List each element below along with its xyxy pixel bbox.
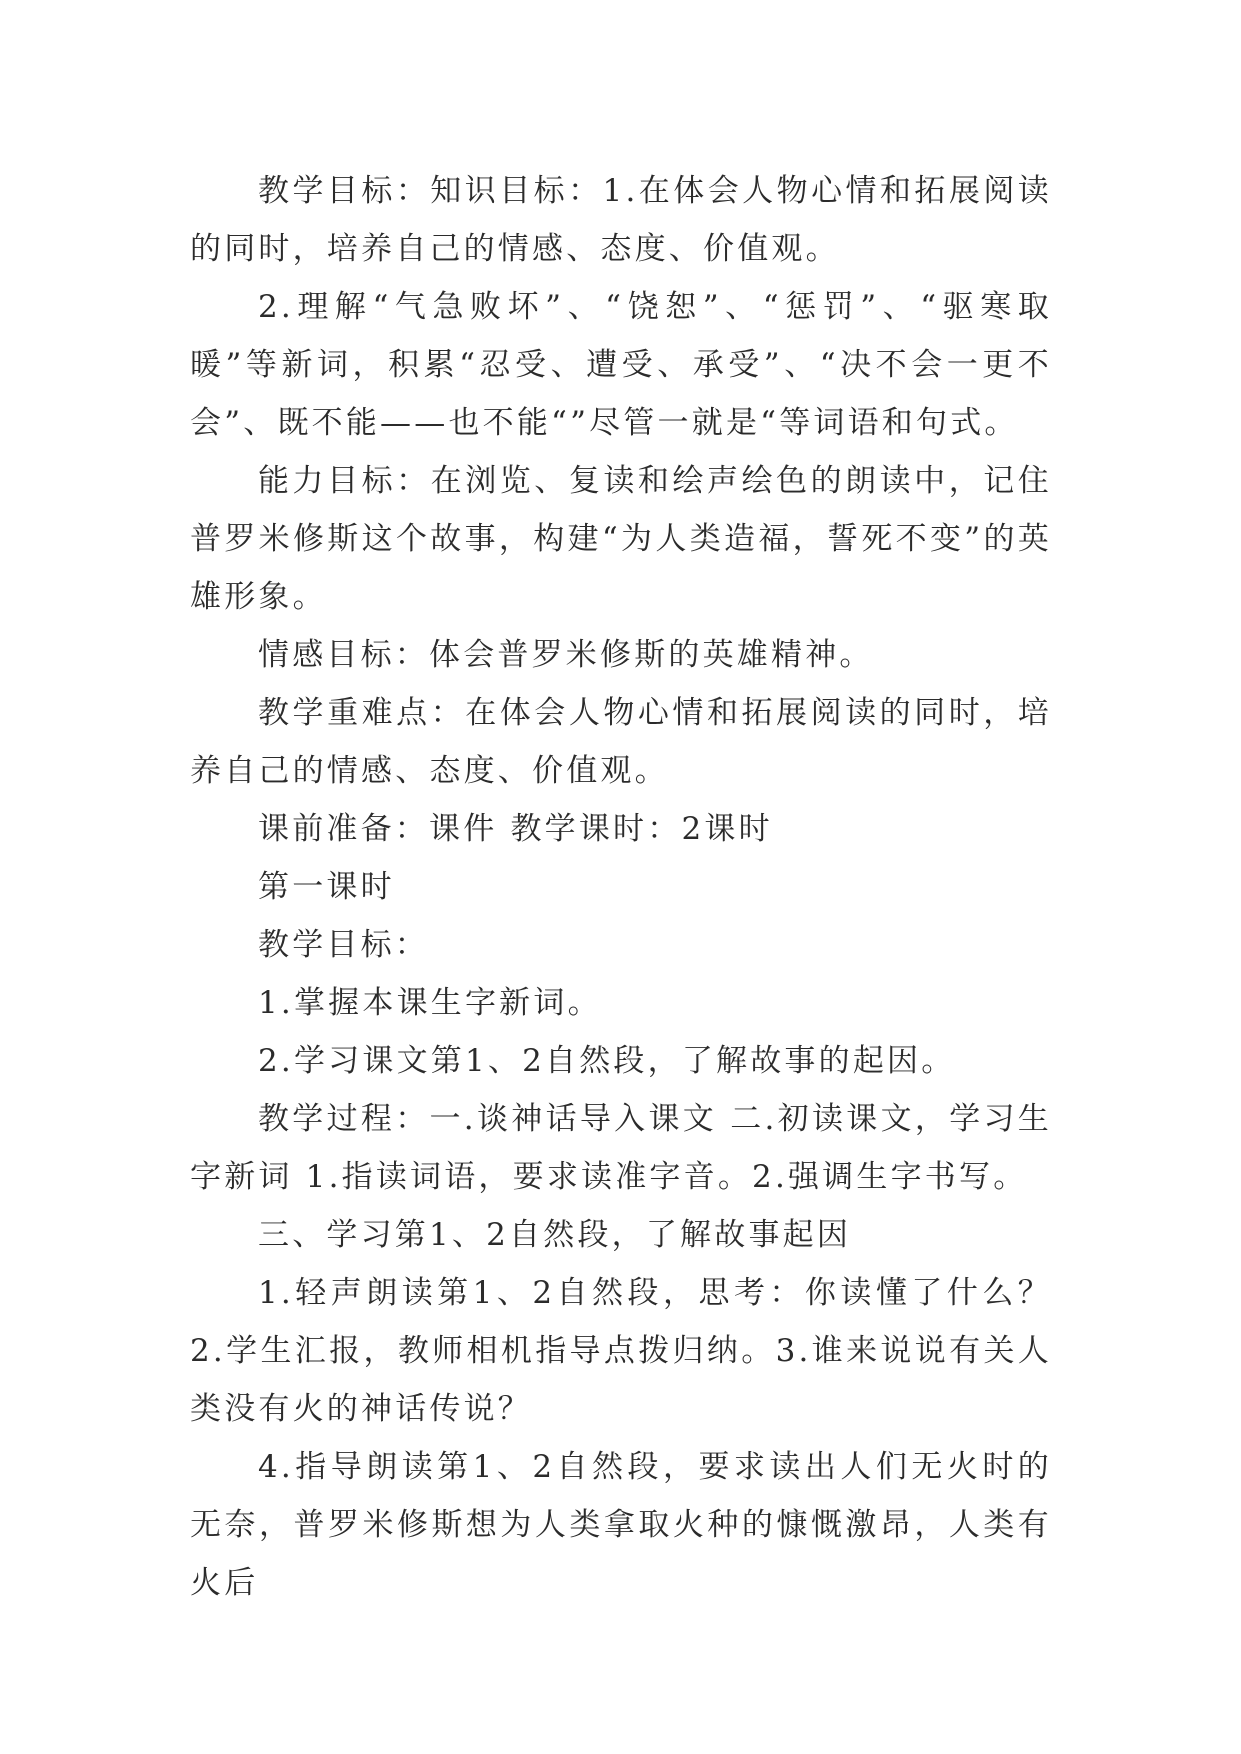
paragraph-emotion-goals: 情感目标：体会普罗米修斯的英雄精神。 — [258, 637, 874, 673]
paragraph-teaching-process: 教学过程：一.谈神话导入课文 二.初读课文，学习生字新词 1.指读词语，要求读准字音。2.强调生字书写。 — [190, 1101, 1052, 1195]
paragraph-step-1-3: 1.轻声朗读第1、2自然段，思考：你读懂了什么？2.学生汇报，教师相机指导点拨归纳。3.谁来说说有关人类没有火的神话传说？ — [190, 1275, 1052, 1427]
paragraph-teaching-goals-knowledge: 教学目标：知识目标：1.在体会人物心情和拓展阅读的同时，培养自己的情感、态度、价值观。 — [190, 173, 1052, 267]
paragraph-new-words: 2.理解“气急败坏”、“饶恕”、“惩罚”、“驱寒取暖”等新词，积累“忍受、遭受、承受”、“决不会一更不会”、既不能——也不能“”尽管一就是“等词语和句式。 — [190, 289, 1052, 441]
paragraph-goal-2: 2.学习课文第1、2自然段，了解故事的起因。 — [258, 1043, 956, 1079]
paragraph-step-4: 4.指导朗读第1、2自然段，要求读出人们无火时的无奈，普罗米修斯想为人类拿取火种的慷慨激昂，人类有火后 — [190, 1449, 1052, 1601]
paragraph-ability-goals: 能力目标：在浏览、复读和绘声绘色的朗读中，记住普罗米修斯这个故事，构建“为人类造福，誓死不变”的英雄形象。 — [190, 463, 1052, 615]
paragraph-goal-1: 1.掌握本课生字新词。 — [258, 985, 602, 1021]
document-body — [190, 162, 1052, 1612]
paragraph-teaching-goals-heading: 教学目标： — [258, 927, 429, 963]
paragraph-key-difficulties: 教学重难点：在体会人物心情和拓展阅读的同时，培养自己的情感、态度、价值观。 — [190, 695, 1052, 789]
paragraph-section-three: 三、学习第1、2自然段，了解故事起因 — [258, 1217, 852, 1253]
paragraph-preparation: 课前准备：课件 教学课时：2课时 — [258, 811, 773, 847]
paragraph-first-lesson: 第一课时 — [258, 869, 395, 905]
